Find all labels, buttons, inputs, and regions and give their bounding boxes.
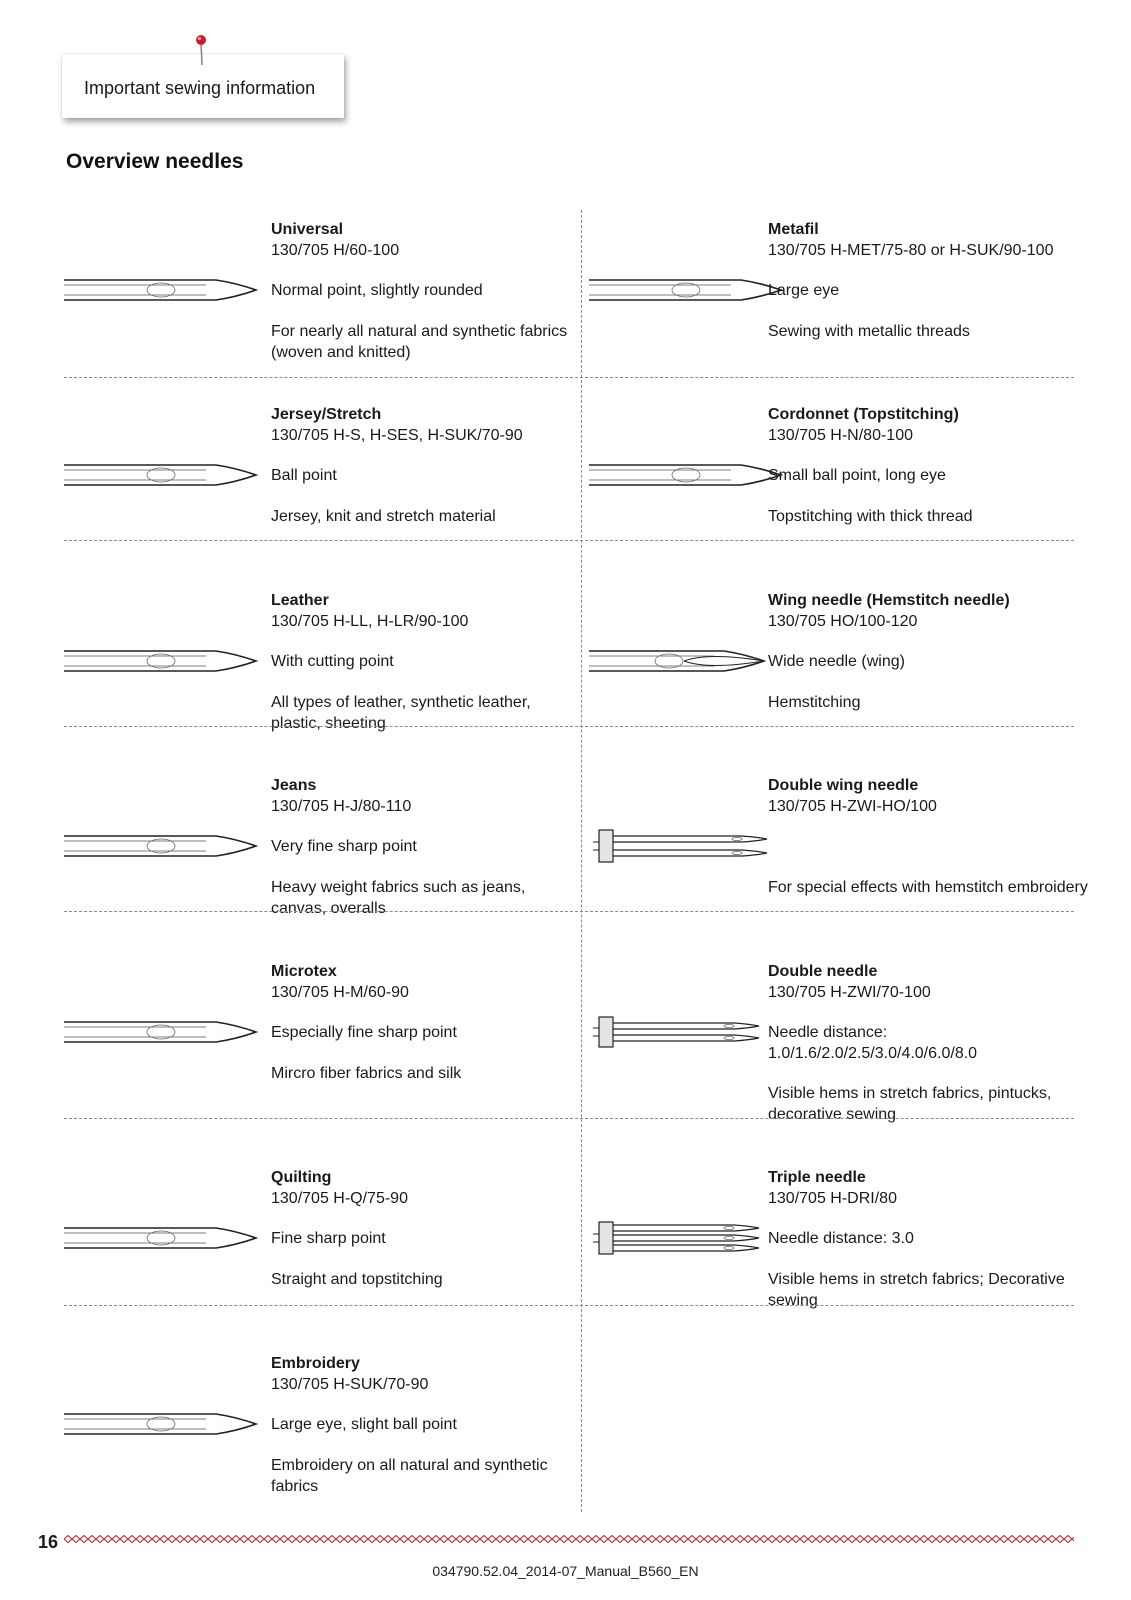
needle-use: Hemstitching	[768, 694, 861, 711]
column-divider	[581, 210, 582, 1512]
needle-point: With cutting point	[271, 653, 394, 670]
needle-point: Wide needle (wing)	[768, 653, 905, 670]
needle-name: Universal	[271, 221, 344, 238]
needle-use: For nearly all natural and synthetic fabrics (woven and knitted)	[271, 323, 568, 361]
needle-description	[271, 1354, 571, 1495]
needle-code: 130/705 H-Q/75-90	[271, 1189, 408, 1207]
needle-icon	[589, 639, 784, 683]
needle-name: Cordonnet (Topstitching)	[768, 406, 959, 423]
needle-code: 130/705 H-ZWI-HO/100	[768, 797, 937, 815]
needle-icon	[589, 1216, 784, 1260]
needle-icon	[589, 268, 784, 312]
needle-code: 130/705 H-M/60-90	[271, 983, 409, 1001]
needle-code: 130/705 H-N/80-100	[768, 426, 913, 444]
needle-use: For special effects with hemstitch embroidery	[768, 879, 1088, 896]
needle-use: Jersey, knit and stretch material	[271, 508, 496, 525]
needle-description	[768, 591, 1088, 711]
needle-code: 130/705 H/60-100	[271, 241, 400, 259]
row-separator	[64, 1118, 1074, 1119]
needle-name: Embroidery	[271, 1355, 360, 1372]
needle-use: Heavy weight fabrics such as jeans, canvas, overalls	[271, 879, 526, 917]
needle-code: 130/705 H-LL, H-LR/90-100	[271, 612, 469, 630]
document-id: 034790.52.04_2014-07_Manual_B560_EN	[432, 1563, 699, 1579]
needle-entry-embroidery	[0, 1354, 1131, 1504]
needle-point: Large eye	[768, 282, 840, 299]
needle-name: Jeans	[271, 777, 317, 794]
row-separator	[64, 540, 1074, 541]
needle-name: Triple needle	[768, 1169, 866, 1186]
page-number: 16	[38, 1532, 59, 1552]
pin-icon	[195, 34, 209, 66]
needle-point: Very fine sharp point	[271, 838, 417, 855]
needle-use: All types of leather, synthetic leather, plastic, sheeting	[271, 694, 531, 732]
decorative-stitch-band	[64, 1535, 1074, 1543]
needle-name: Wing needle (Hemstitch needle)	[768, 592, 1010, 609]
needle-code: 130/705 H-MET/75-80 or H-SUK/90-100	[768, 241, 1054, 259]
row-separator	[64, 377, 1074, 378]
needle-description	[768, 776, 1088, 896]
needle-name: Microtex	[271, 963, 337, 980]
needle-name: Double needle	[768, 963, 878, 980]
needle-code: 130/705 H-S, H-SES, H-SUK/70-90	[271, 426, 523, 444]
needle-entry-wing-needle-hemstitch-needle	[0, 591, 1131, 741]
needle-icon	[64, 1402, 259, 1446]
row-separator	[64, 1305, 1074, 1306]
needle-name: Double wing needle	[768, 777, 919, 794]
needle-name: Leather	[271, 592, 329, 609]
needle-code: 130/705 HO/100-120	[768, 612, 918, 630]
needle-point: Needle distance: 1.0/1.6/2.0/2.5/3.0/4.0/6.0/8.0	[768, 1024, 978, 1062]
needle-code: 130/705 H-SUK/70-90	[271, 1375, 429, 1393]
needle-description	[768, 962, 1088, 1123]
needle-point: Needle distance: 3.0	[768, 1230, 914, 1247]
needle-description	[768, 1168, 1088, 1309]
needle-use: Embroidery on all natural and synthetic fabrics	[271, 1457, 548, 1495]
needle-entry-double-wing-needle	[0, 776, 1131, 926]
needle-point: Fine sharp point	[271, 1230, 386, 1247]
needle-entry-double-needle	[0, 962, 1131, 1123]
needle-use: Topstitching with thick thread	[768, 508, 973, 525]
needle-name: Metafil	[768, 221, 819, 238]
needle-description	[768, 405, 1088, 525]
needle-use: Mircro fiber fabrics and silk	[271, 1065, 462, 1082]
needle-use: Visible hems in stretch fabrics; Decorative sewing	[768, 1271, 1065, 1309]
needle-point: Ball point	[271, 467, 337, 484]
needle-entry-cordonnet-topstitching	[0, 405, 1131, 555]
needle-use: Straight and topstitching	[271, 1271, 443, 1288]
needle-code: 130/705 H-J/80-110	[271, 797, 412, 815]
needle-point: Large eye, slight ball point	[271, 1416, 457, 1433]
needle-icon	[589, 1010, 784, 1054]
needle-use: Visible hems in stretch fabrics, pintucks, decorative sewing	[768, 1085, 1052, 1123]
section-tab-title: Important sewing information	[84, 78, 316, 98]
row-separator	[64, 911, 1074, 912]
needle-entry-metafil	[0, 220, 1131, 370]
needle-code: 130/705 H-DRI/80	[768, 1189, 897, 1207]
needle-entry-triple-needle	[0, 1168, 1131, 1318]
needle-use: Sewing with metallic threads	[768, 323, 970, 340]
needle-icon	[589, 453, 784, 497]
needle-point: Normal point, slightly rounded	[271, 282, 483, 299]
needle-point: Especially fine sharp point	[271, 1024, 457, 1041]
needle-name: Quilting	[271, 1169, 332, 1186]
needle-icon	[589, 824, 784, 868]
needle-name: Jersey/Stretch	[271, 406, 382, 423]
needle-description	[768, 220, 1088, 340]
needle-code: 130/705 H-ZWI/70-100	[768, 983, 931, 1001]
page-title: Overview needles	[66, 150, 244, 173]
row-separator	[64, 726, 1074, 727]
needle-point: Small ball point, long eye	[768, 467, 946, 484]
